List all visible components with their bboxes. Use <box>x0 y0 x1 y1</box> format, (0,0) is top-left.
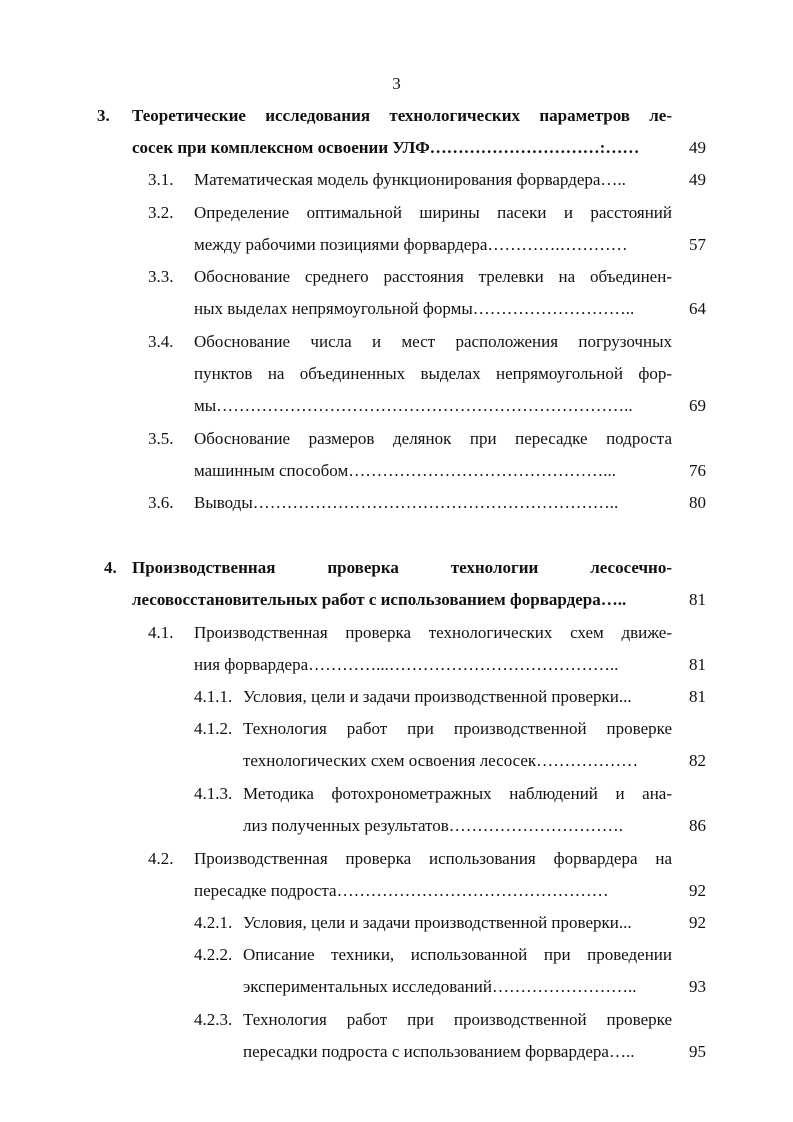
subsection-number: 3.1. <box>148 170 174 189</box>
toc-page-ref: 49 <box>689 170 706 189</box>
toc-page-ref: 49 <box>689 138 706 157</box>
subsubsection-title: экспериментальных исследований…………………….. <box>243 977 637 996</box>
toc-page-ref: 95 <box>689 1042 706 1061</box>
subsection-title: Производственная проверка технологических схем движе- <box>194 623 672 642</box>
toc-page-ref: 80 <box>689 493 706 512</box>
toc-page-ref: 81 <box>689 687 706 706</box>
subsection-title: мы……………………………………………………………….. <box>194 396 633 415</box>
subsection-number: 3.3. <box>148 267 174 286</box>
subsection-title: ных выделах непрямоугольной формы……………………….. <box>194 299 635 318</box>
subsubsection-number: 4.1.1. <box>194 687 233 706</box>
subsection-title: Выводы……………………………………………………….. <box>194 493 619 512</box>
subsubsection-title: Условия, цели и задачи производственной проверки... <box>243 913 632 932</box>
subsection-title: Обоснование размеров делянок при пересадке подроста <box>194 429 672 448</box>
toc-page-ref: 92 <box>689 881 706 900</box>
section-title-line: лесовосстановительных работ с использованием форвардера….. <box>132 590 627 609</box>
toc-page-ref: 76 <box>689 461 706 480</box>
subsubsection-title: Условия, цели и задачи производственной проверки... <box>243 687 632 706</box>
toc-page-ref: 81 <box>689 655 706 674</box>
subsubsection-number: 4.2.2. <box>194 945 233 964</box>
subsection-number: 3.5. <box>148 429 174 448</box>
subsubsection-number: 4.2.1. <box>194 913 233 932</box>
subsection-title: пересадке подроста………………………………………… <box>194 881 609 900</box>
subsection-title: Определение оптимальной ширины пасеки и расстояний <box>194 203 672 222</box>
subsubsection-number: 4.1.3. <box>194 784 233 803</box>
subsection-title: между рабочими позициями форвардера………….………… <box>194 235 628 254</box>
subsubsection-title: пересадки подроста с использованием форвардера….. <box>243 1042 635 1061</box>
subsection-number: 3.4. <box>148 332 174 351</box>
subsubsection-title: Технология работ при производственной проверке <box>243 719 672 738</box>
section-title-line: Теоретические исследования технологических параметров ле- <box>132 106 672 125</box>
subsection-title: Производственная проверка использования форвардера на <box>194 849 672 868</box>
toc-page-ref: 82 <box>689 751 706 770</box>
page-number: 3 <box>392 74 401 93</box>
subsubsection-number: 4.2.3. <box>194 1010 233 1029</box>
subsubsection-title: лиз полученных результатов…………………………. <box>243 816 624 835</box>
section-number: 4. <box>104 558 117 577</box>
subsubsection-number: 4.1.2. <box>194 719 233 738</box>
subsection-title: ния форвардера…………...………………………………….. <box>194 655 619 674</box>
toc-page-ref: 93 <box>689 977 706 996</box>
subsection-title: Математическая модель функционирования форвардера….. <box>194 170 626 189</box>
toc-page-ref: 81 <box>689 590 706 609</box>
subsubsection-title: Методика фотохронометражных наблюдений и ана- <box>243 784 672 803</box>
subsection-title: машинным способом………………………………………... <box>194 461 616 480</box>
section-title-line: сосек при комплексном освоении УЛФ…………………………:…… <box>132 138 640 157</box>
subsection-number: 4.1. <box>148 623 174 642</box>
subsection-title: Обоснование среднего расстояния трелевки на объединен- <box>194 267 672 286</box>
subsection-number: 4.2. <box>148 849 174 868</box>
toc-page-ref: 69 <box>689 396 706 415</box>
subsubsection-title: технологических схем освоения лесосек……………… <box>243 751 639 770</box>
toc-page-ref: 57 <box>689 235 706 254</box>
subsection-title: пунктов на объединенных выделах непрямоугольной фор- <box>194 364 672 383</box>
subsection-number: 3.2. <box>148 203 174 222</box>
section-title-line: Производственная проверка технологии лесосечно- <box>132 558 672 577</box>
section-number: 3. <box>97 106 110 125</box>
toc-page-ref: 86 <box>689 816 706 835</box>
subsection-title: Обоснование числа и мест расположения погрузочных <box>194 332 672 351</box>
toc-page-ref: 92 <box>689 913 706 932</box>
subsection-number: 3.6. <box>148 493 174 512</box>
subsubsection-title: Технология работ при производственной проверке <box>243 1010 672 1029</box>
subsubsection-title: Описание техники, использованной при проведении <box>243 945 672 964</box>
toc-page-ref: 64 <box>689 299 706 318</box>
